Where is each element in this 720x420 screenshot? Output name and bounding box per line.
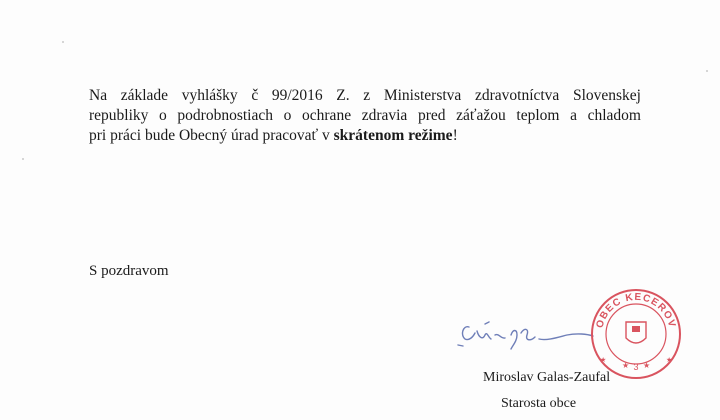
notice-emphasis: skrátenom režime: [333, 127, 453, 144]
greeting: S pozdravom: [89, 263, 169, 279]
scan-speck: [22, 158, 24, 160]
svg-text:★: ★: [622, 361, 630, 370]
signer-name: Miroslav Galas-Zaufal: [483, 370, 611, 385]
handwritten-signature: [455, 305, 605, 357]
notice-line-3-start: pri práci bude Obecný úrad pracovať v: [89, 127, 334, 144]
notice-paragraph: [89, 86, 641, 146]
notice-line-3-end: !: [452, 127, 458, 144]
stamp-number: 3: [633, 362, 639, 372]
scan-speck: [706, 70, 708, 72]
scan-speck: [62, 41, 64, 43]
svg-text:★: ★: [643, 361, 651, 370]
signer-title: Starosta obce: [501, 396, 577, 411]
notice-line-3: [89, 126, 641, 146]
svg-text:OBEC KECEROV: [595, 292, 678, 329]
svg-text:★: ★: [600, 357, 607, 364]
notice-line-2: republiky o podrobnostiach o ochrane zdravia pred záťažou teplom a chladom: [89, 107, 641, 124]
svg-text:★: ★: [666, 357, 673, 364]
municipal-stamp: [586, 282, 686, 382]
notice-line-1: Na základe vyhlášky č 99/2016 Z. z Ministerstva zdravotníctva Slovenskej: [89, 87, 641, 104]
stamp-arc-text: OBEC KECEROV: [594, 291, 678, 330]
